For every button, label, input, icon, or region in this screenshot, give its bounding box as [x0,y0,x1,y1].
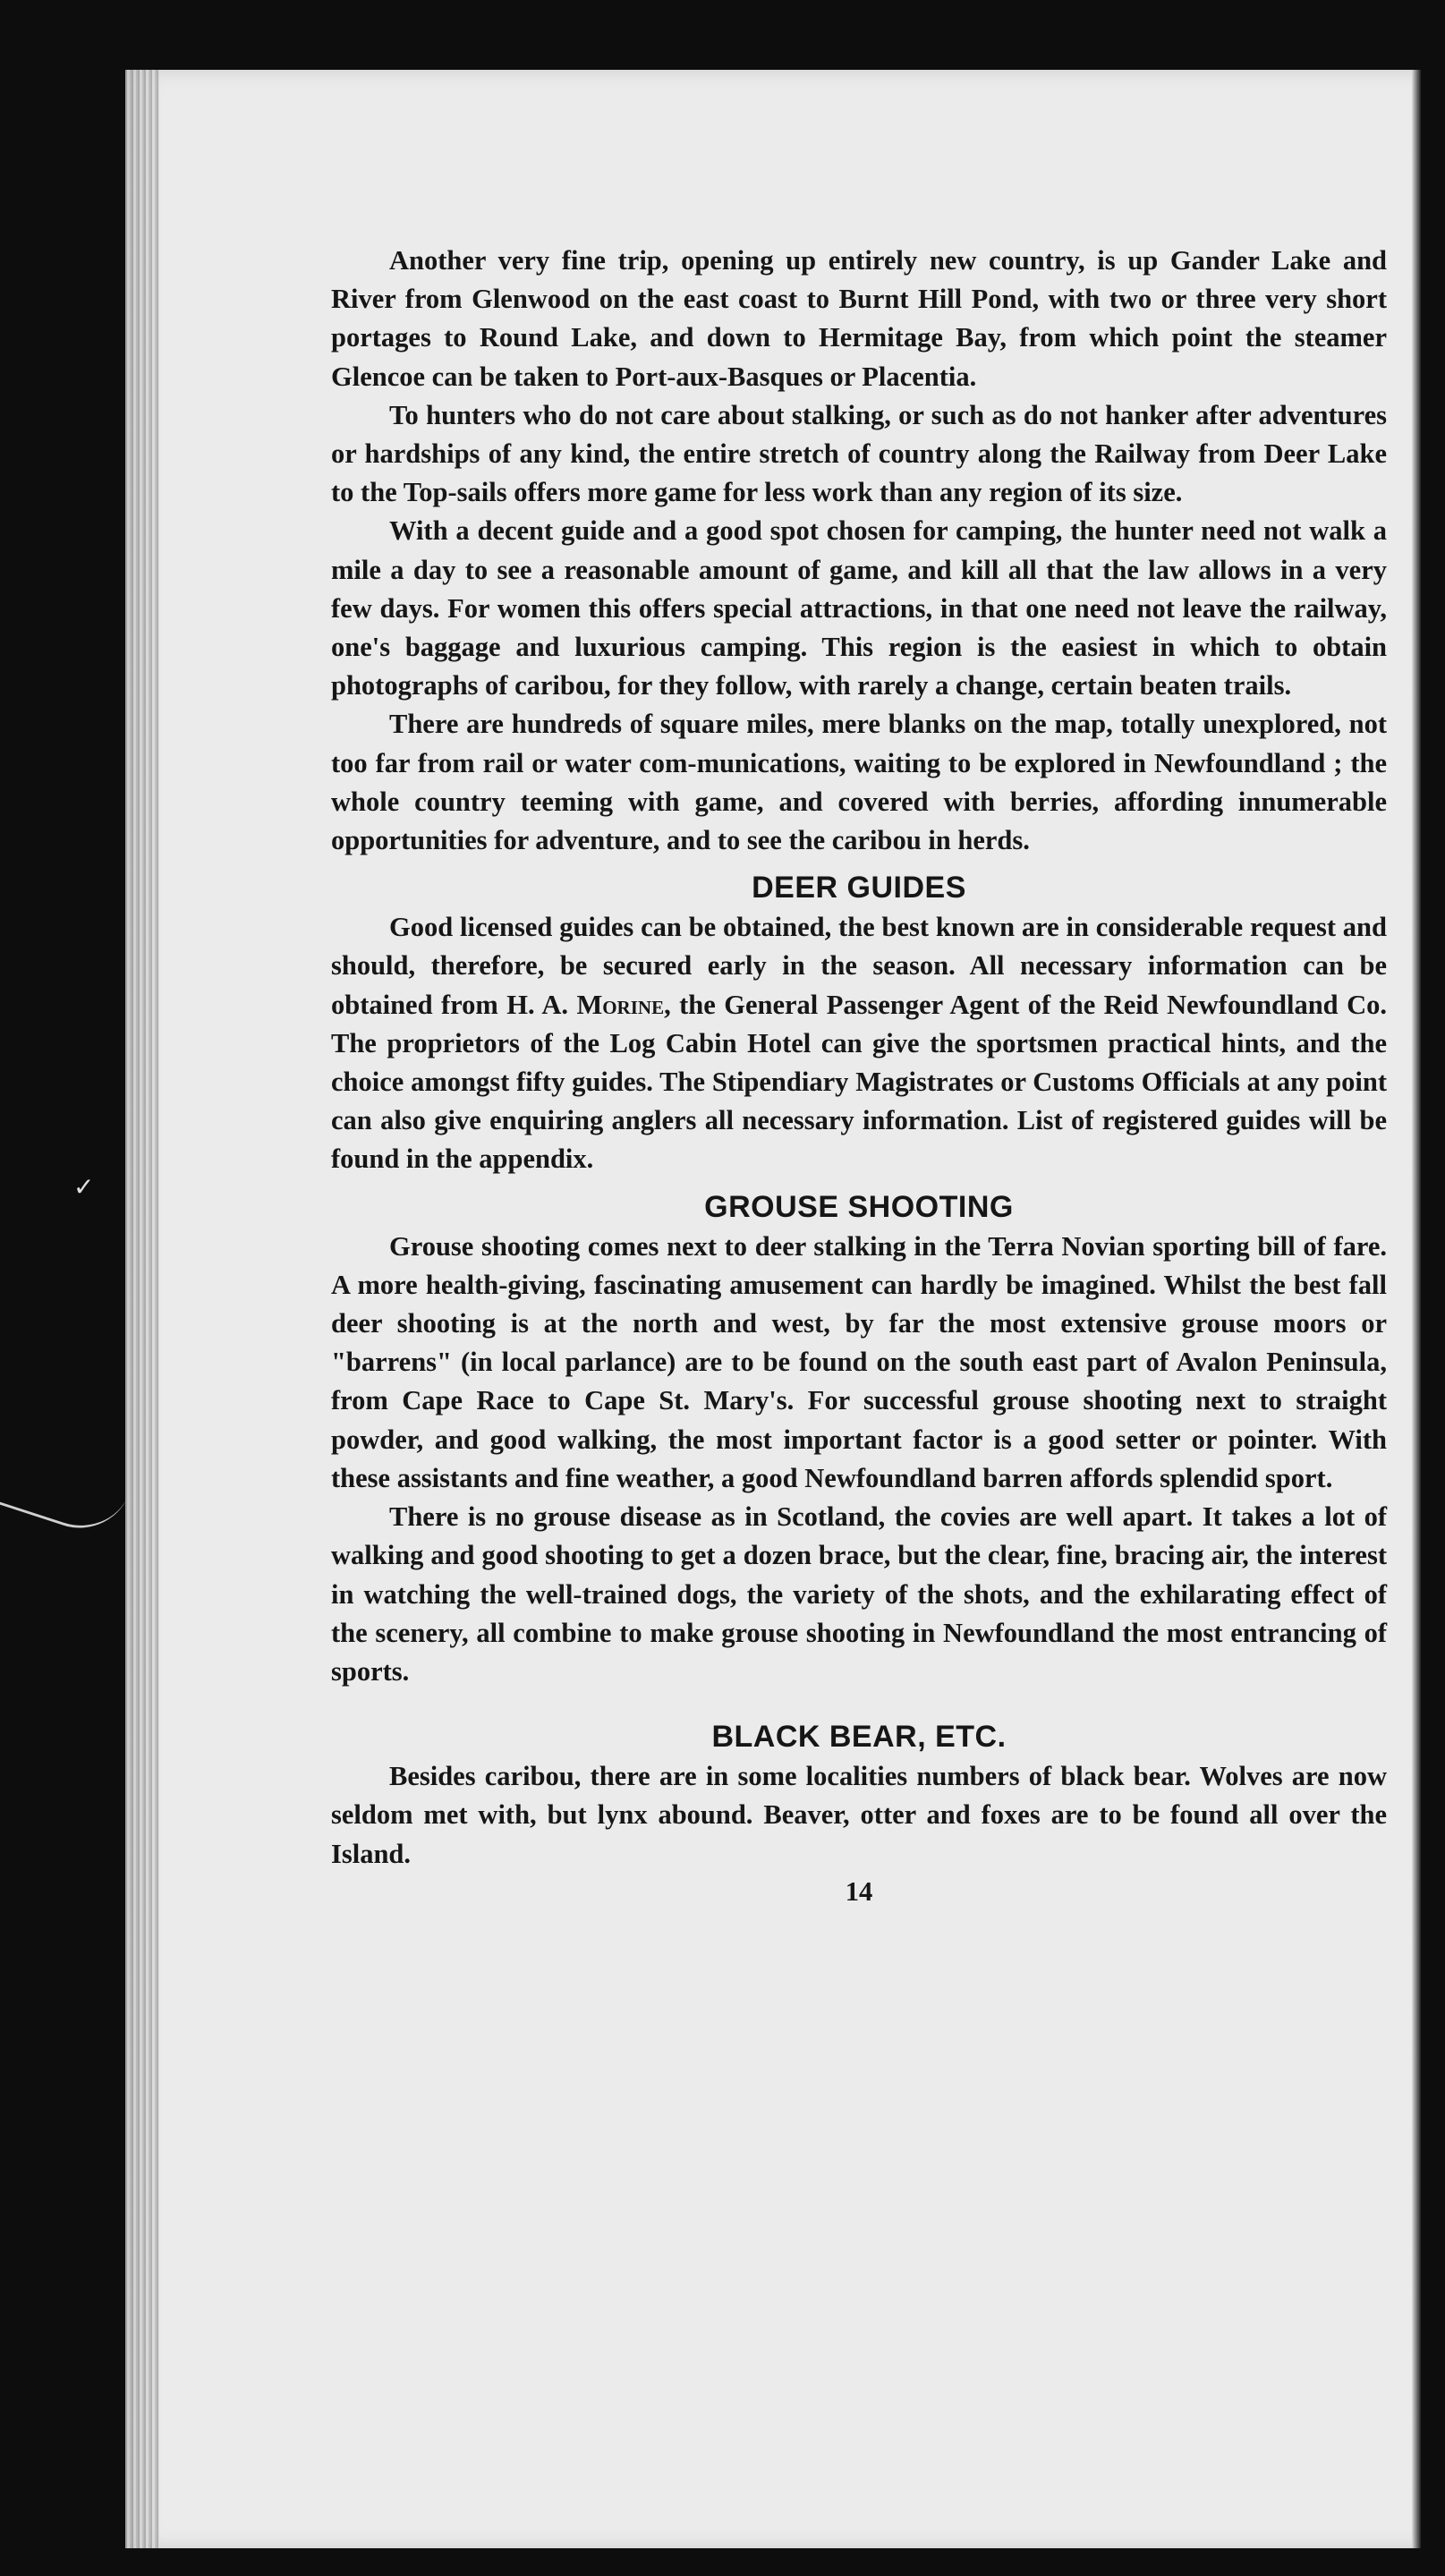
intro-paragraph-1: Another very fine trip, opening up entirely new country, is up Gander Lake and River from Glenwood on the east coast to Burnt Hill Pond, with two or three very short portages to Round Lake, and down to Hermitage Bay, from which point the steamer Glencoe can be taken to Port-aux-Basques or Placentia. [331,245,1387,392]
black-bear-paragraph: Besides caribou, there are in some localities numbers of black bear. Wolves are now seldom met with, but lynx abound. Beaver, otter and foxes are to be found all over the Island. [331,1761,1387,1869]
agent-name: Morine, [576,989,671,1020]
black-bear-heading: BLACK BEAR, ETC. [711,1720,1007,1755]
deer-guides-text-before: Good licensed guides can be obtained, the best known are in considerable request and should, therefore, be secured early in the season. All necessary information can be obtained from H. A. [331,912,1387,1020]
deer-guides-paragraph [331,908,1387,1178]
grouse-paragraph-2: There is no grouse disease as in Scotland, the covies are well apart. It takes a lot of walking and good shooting to get a dozen brace, but the clear, fine, bracing air, the interest in watching the well-trained dogs, the variety of the shots, and the exhilarating effect of the scenery, all combine to make grouse shooting in Newfoundland the most entrancing of sports. [331,1501,1387,1687]
grouse-shooting-heading: GROUSE SHOOTING [704,1189,1014,1224]
grouse-paragraph-1: Grouse shooting comes next to deer stalking in the Terra Novian sporting bill of fare. A more health-giving, fascinating amusement can hardly be imagined. Whilst the best fall deer shooting is at the north and west, by far the most extensive grouse moors or "barrens" (in local parlance) are to be found on the south east part of Avalon Peninsula, from Cape Race to Cape St. Mary's. For successful grouse shooting next to straight powder, and good walking, the most important factor is a good setter or pointer. With these assistants and fine weather, a good Newfoundland barren affords splendid sport. [331,1230,1387,1493]
intro-paragraph-4: There are hundreds of square miles, mere blanks on the map, totally unexplored, not too far from rail or water com-munications, waiting to be explored in Newfoundland ; the whole country teeming with game, and covered with berries, affording innumerable opportunities for adventure, and to see the caribou in herds. [331,709,1387,856]
intro-paragraph-3: With a decent guide and a good spot chosen for camping, the hunter need not walk a mile a day to see a reasonable amount of game, and kill all that the law allows in a very few days. For women this offers special attractions, in that one need not leave the railway, one's baggage and luxurious camping. This region is the easiest in which to obtain photographs of caribou, for they follow, with rarely a change, certain beaten trails. [331,515,1387,701]
page-content [331,242,1387,1909]
intro-paragraph-2: To hunters who do not care about stalking, or such as do not hanker after adventures or hardships of any kind, the entire stretch of country along the Railway from Deer Lake to the Top-sails offers more game for less work than any region of its size. [331,399,1387,508]
deer-guides-text-after: the General Passenger Agent of the Reid Newfoundland Co. The proprietors of the Log Cabin Hotel can give the sportsmen practical hints, and the choice amongst fifty guides. The Stipendiary Magistrates or Customs Officials at any point can also give enquiring anglers all necessary information. List of registered guides will be found in the appendix. [331,989,1387,1175]
deer-guides-heading: DEER GUIDES [752,871,966,905]
book-page [125,70,1421,2548]
margin-mark: ✓ [73,1172,95,1202]
page-number: 14 [845,1875,873,1907]
